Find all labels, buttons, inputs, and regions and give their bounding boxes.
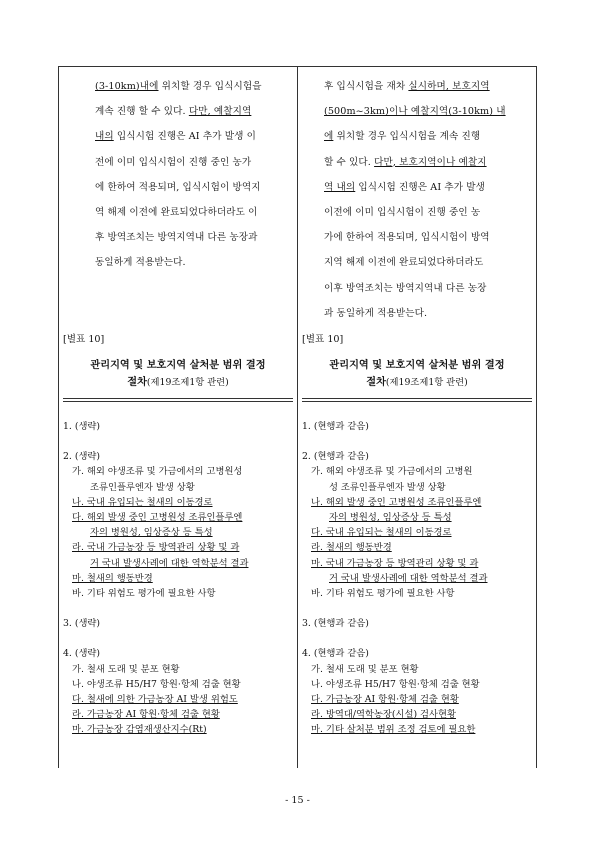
item-heading [63, 419, 293, 434]
item-text: 2. (생략) [63, 451, 101, 463]
text-segment: 역 해제 이전에 완료되었다하더라도 이 [95, 207, 258, 219]
annex-title-line1: 관리지역 및 보호지역 살처분 범위 결정 [90, 359, 266, 371]
item-text: 자의 병원성, 임상증상 등 특성 [90, 527, 213, 539]
underlined-text: 내의 [95, 131, 114, 143]
left-items [63, 419, 293, 738]
annex-title-line2: 절차 [127, 376, 147, 388]
paragraph-line [324, 99, 532, 124]
item-text: 4. (생략) [63, 648, 101, 660]
list-item [63, 707, 293, 722]
item-text: 거 국내 발생사례에 대한 역학분석 결과 [329, 572, 488, 584]
text-segment: 위치할 경우 입식시험을 계속 진행 [333, 131, 481, 143]
item-text: 거 국내 발생사례에 대한 역학분석 결과 [90, 557, 249, 569]
item-text: 1. (현행과 같음) [302, 421, 369, 432]
list-item [63, 677, 293, 692]
underlined-text: 에 [324, 131, 334, 143]
text-segment: 후 방역조치는 방역지역내 다른 농장과 [95, 232, 258, 244]
item-text: 나. 야생조류 H5/H7 항원·항체 검출 현황 [72, 678, 241, 690]
annex-tag: [별표 10] [302, 334, 344, 345]
item-text: 조류인플루엔자 발생 상황 [90, 481, 195, 493]
spacer [302, 631, 532, 646]
underlined-text: 다만, 보호지역이나 예찰지 [374, 156, 487, 168]
item-text: 다. 철새에 의한 가금농장 AI 발생 위험도 [72, 694, 238, 706]
item-heading [302, 646, 532, 661]
text-segment: 후 입식시험을 재차 [324, 81, 409, 92]
title-double-rule [302, 398, 532, 402]
list-item [302, 707, 532, 722]
item-heading [63, 646, 293, 661]
list-item-continuation [302, 571, 532, 586]
list-item [63, 540, 293, 555]
paragraph-line [324, 74, 532, 99]
underlined-text: 다만, 예찰지역 [188, 106, 252, 118]
list-item [63, 571, 293, 586]
list-item [302, 677, 532, 692]
paragraph-line [95, 175, 289, 200]
item-text: 바. 기타 위험도 평가에 필요한 사항 [72, 588, 216, 600]
spacer [63, 434, 293, 449]
list-item [302, 540, 532, 555]
list-item-continuation [63, 525, 293, 540]
text-segment: 입식시험 진행은 AI 추가 발생 이 [113, 131, 256, 143]
item-text: 나. 야생조류 H5/H7 항원·항체 검출 현황 [311, 678, 480, 690]
item-heading [302, 419, 532, 434]
paragraph-line [95, 124, 289, 149]
title-double-rule [63, 398, 293, 402]
paragraph-line [324, 124, 532, 149]
list-item [63, 662, 293, 677]
underlined-text: 실시하며, 보호지역 [408, 81, 490, 92]
list-item [63, 692, 293, 707]
text-segment: 이전에 이미 입식시험이 진행 중인 농 [324, 207, 481, 219]
item-text: 다. 국내 유입되는 철새의 이동경로 [311, 527, 452, 539]
underlined-text: 역 내의 [324, 181, 356, 193]
item-heading [63, 449, 293, 464]
text-segment: 전에 이미 입식시험이 진행 중인 농가 [95, 156, 252, 168]
list-item [302, 692, 532, 707]
item-heading [302, 449, 532, 464]
paragraph-line [324, 200, 532, 225]
list-item [63, 464, 293, 479]
text-segment: 위치할 경우 입식시험을 [158, 81, 262, 92]
paragraph-line [324, 301, 532, 326]
list-item [302, 556, 532, 571]
paragraph-line [95, 74, 289, 99]
page-number: - 15 - [285, 795, 310, 806]
left-paragraph [95, 74, 289, 276]
list-item [63, 722, 293, 737]
text-segment: 계속 진행 할 수 있다. [95, 106, 189, 118]
text-segment: 할 수 있다. [324, 156, 375, 168]
paragraph-line [324, 276, 532, 301]
paragraph-line [324, 150, 532, 175]
item-text: 가. 해외 야생조류 및 가금에서의 고병원 [311, 466, 473, 478]
comparison-table [58, 66, 536, 768]
item-text: 가. 철새 도래 및 분포 현황 [72, 663, 180, 675]
item-text: 가. 해외 야생조류 및 가금에서의 고병원성 [72, 466, 243, 478]
list-item [302, 495, 532, 510]
annex-title [298, 357, 536, 391]
list-item-continuation [63, 556, 293, 571]
text-segment: 입식시험 진행은 AI 추가 발생 [355, 181, 485, 193]
spacer [63, 601, 293, 616]
underlined-text: (500m~3km)이나 예찰지역(3-10km) 내 [324, 106, 506, 118]
paragraph-line [95, 225, 289, 250]
item-text: 라. 철새의 행동반경 [311, 542, 392, 554]
annex-title-relation: (제19조제1항 관련) [385, 377, 468, 388]
item-text: 자의 병원성, 임상증상 등 특성 [329, 512, 452, 524]
item-text: 라. 국내 가금농장 등 방역관리 상황 및 과 [72, 542, 240, 554]
text-segment: 지역 해제 이전에 완료되었다하더라도 [324, 257, 484, 269]
list-item [302, 464, 532, 479]
item-text: 가. 철새 도래 및 분포 현황 [311, 663, 419, 675]
item-text: 마. 가금농장 감염재생산지수(Rt) [72, 724, 207, 736]
annex-title-line1: 관리지역 및 보호지역 살처분 범위 결정 [329, 359, 505, 371]
text-segment: 과 동일하게 적용받는다. [324, 307, 428, 319]
list-item-continuation [302, 480, 532, 495]
item-text: 나. 해외 발생 중인 고병원성 조류인플루엔 [311, 496, 482, 508]
left-column [58, 66, 298, 768]
item-text: 3. (현행과 같음) [302, 618, 369, 630]
annex-title-line2: 절차 [366, 376, 386, 388]
item-text: 마. 국내 가금농장 등 방역관리 상황 및 과 [311, 557, 479, 569]
text-segment: 에 한하여 적용되며, 입식시험이 방역지 [95, 181, 261, 193]
item-text: 4. (현행과 같음) [302, 648, 369, 660]
item-text: 마. 기타 살처분 범위 조정 검토에 필요한 [311, 724, 476, 736]
spacer [63, 631, 293, 646]
right-column [298, 66, 537, 768]
item-heading [63, 616, 293, 631]
paragraph-line [324, 225, 532, 250]
annex-tag: [별표 10] [63, 334, 105, 345]
list-item [302, 662, 532, 677]
annex-title-relation: (제19조제1항 관련) [146, 377, 229, 388]
list-item [302, 525, 532, 540]
paragraph-line [324, 175, 532, 200]
list-item [302, 586, 532, 601]
text-segment: 가에 한하여 적용되며, 입식시험이 방역 [324, 232, 490, 244]
paragraph-line [324, 250, 532, 275]
list-item [63, 495, 293, 510]
text-segment: 동일하게 적용받는다. [95, 257, 186, 269]
item-text: 마. 철새의 행동반경 [72, 572, 153, 584]
item-text: 라. 방역대/역학농장(시설) 검사현황 [311, 709, 456, 721]
right-items [302, 419, 532, 738]
item-text: 다. 해외 발생 중인 고병원성 조류인플루엔 [72, 512, 243, 524]
list-item [302, 722, 532, 737]
item-text: 성 조류인플루엔자 발생 상황 [329, 481, 446, 493]
paragraph-line [95, 99, 289, 124]
item-text: 라. 가금농장 AI 항원·항체 검출 현황 [72, 709, 220, 721]
list-item-continuation [302, 510, 532, 525]
item-text: 1. (생략) [63, 421, 101, 432]
list-item [63, 510, 293, 525]
item-text: 바. 기타 위험도 평가에 필요한 사항 [311, 588, 455, 600]
annex-title [59, 357, 297, 391]
item-text: 2. (현행과 같음) [302, 451, 369, 463]
paragraph-line [95, 150, 289, 175]
list-item-continuation [63, 480, 293, 495]
item-text: 나. 국내 유입되는 철새의 이동경로 [72, 496, 213, 508]
item-text: 3. (생략) [63, 618, 101, 630]
list-item [63, 586, 293, 601]
paragraph-line [95, 250, 289, 275]
spacer [302, 601, 532, 616]
item-text: 다. 가금농장 AI 항원·항체 검출 현황 [311, 694, 459, 706]
paragraph-line [95, 200, 289, 225]
item-heading [302, 616, 532, 631]
right-paragraph [324, 74, 532, 326]
underlined-text: (3-10km)내에 [95, 81, 159, 92]
text-segment: 이후 방역조치는 방역지역내 다른 농장 [324, 282, 487, 294]
spacer [302, 434, 532, 449]
